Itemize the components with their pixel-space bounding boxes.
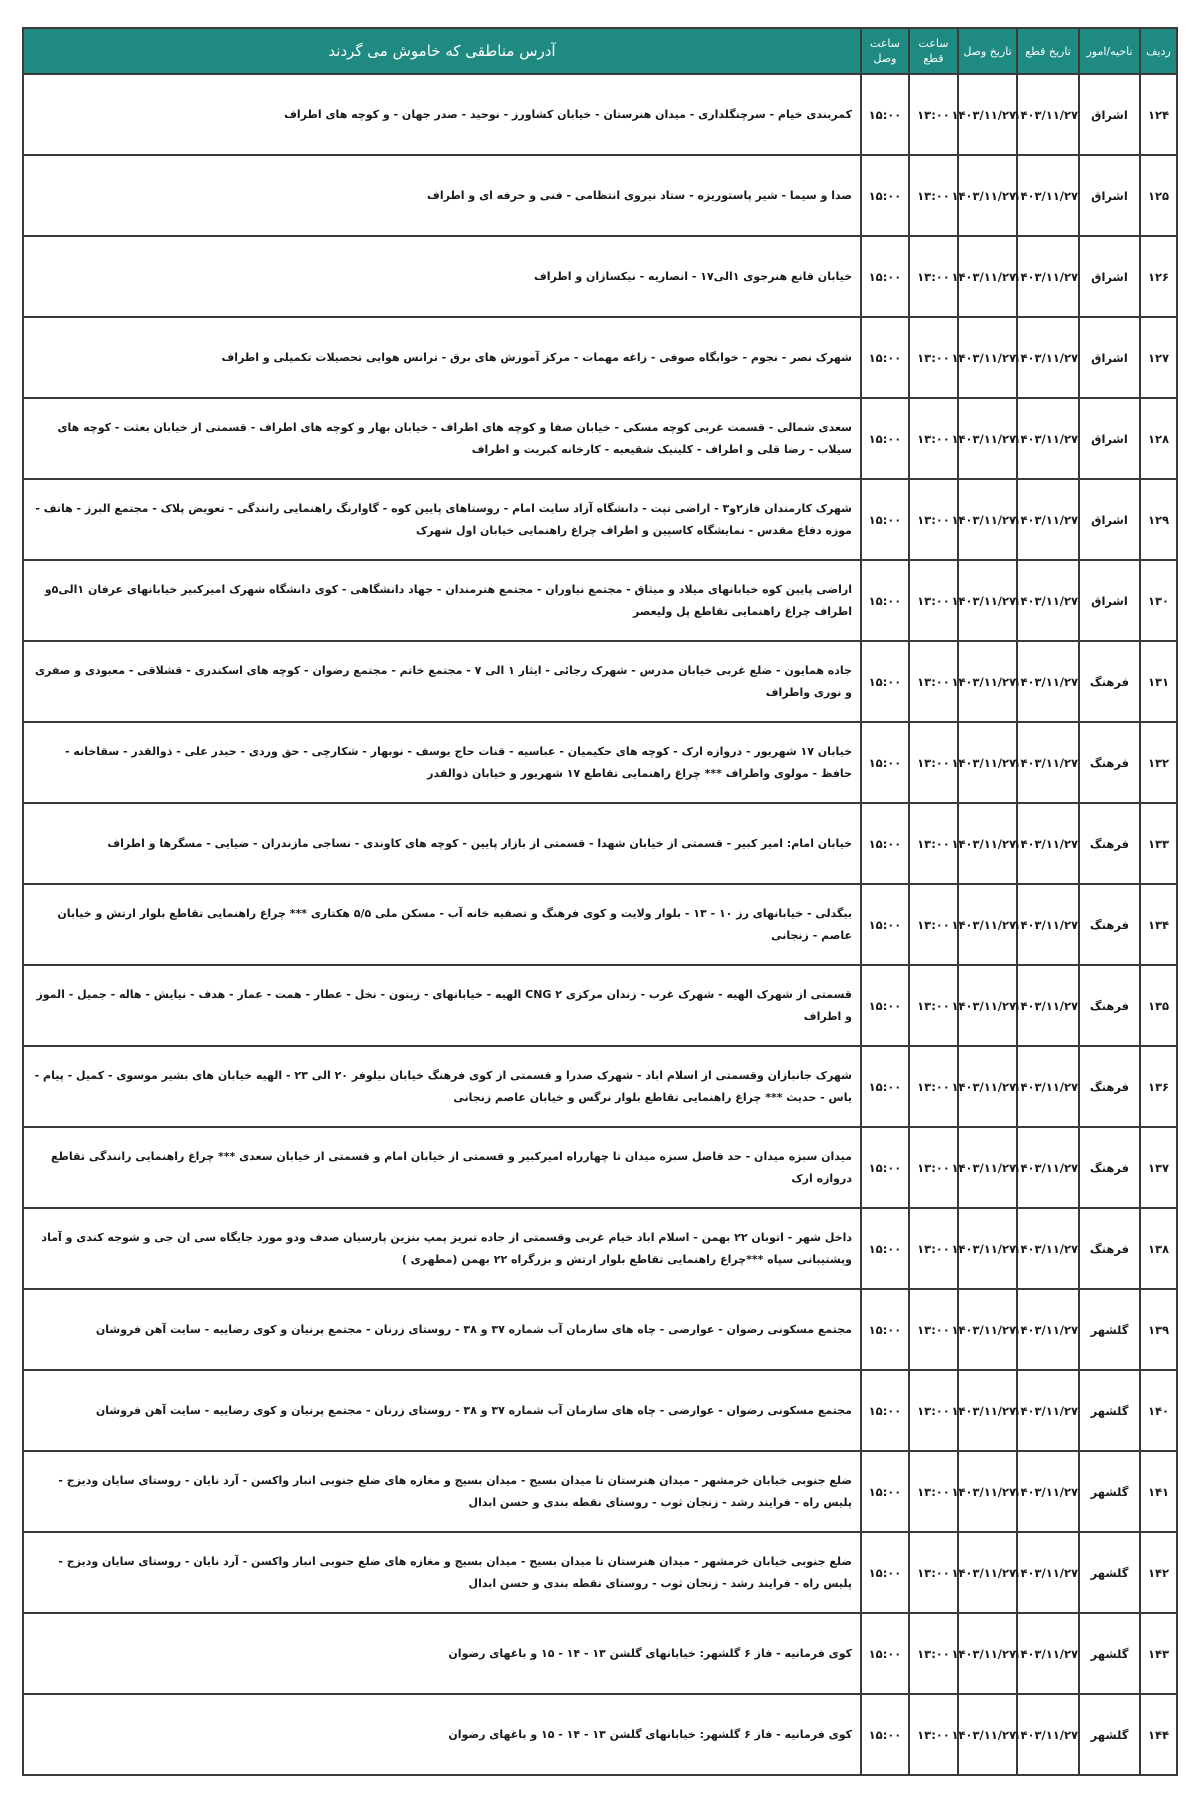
row-number-cell: ۱۲۴ [1140, 74, 1177, 155]
region-cell: فرهنگ [1079, 1046, 1140, 1127]
connect-date-cell: ۱۴۰۳/۱۱/۲۷ [958, 479, 1017, 560]
connect-time-cell: ۱۵:۰۰ [861, 1289, 909, 1370]
address-cell: داخل شهر - اتوبان ۲۲ بهمن - اسلام اباد خیام غربی وقسمتی از جاده تبریز پمپ بنزین پارسیان صدف ودو مورد جایگاه سی ان جی و شوجه کندی و آماد وپشتیبانی سپاه ***چراغ راهنمایی تقاطع بلوار ارتش و بزرگراه ۲۲ بهمن (مطهری ) [23, 1208, 861, 1289]
cut-time-cell: ۱۳:۰۰ [909, 1694, 958, 1775]
header-connect-date: تاریخ وصل [958, 28, 1017, 74]
row-number-cell: ۱۲۸ [1140, 398, 1177, 479]
row-number-cell: ۱۲۶ [1140, 236, 1177, 317]
cut-date-cell: ۱۴۰۳/۱۱/۲۷ [1017, 398, 1079, 479]
connect-date-cell: ۱۴۰۳/۱۱/۲۷ [958, 1451, 1017, 1532]
region-cell: گلشهر [1079, 1613, 1140, 1694]
connect-date-cell: ۱۴۰۳/۱۱/۲۷ [958, 1613, 1017, 1694]
connect-time-cell: ۱۵:۰۰ [861, 1451, 909, 1532]
region-cell: اشراق [1079, 398, 1140, 479]
region-cell: فرهنگ [1079, 1127, 1140, 1208]
cut-time-cell: ۱۳:۰۰ [909, 398, 958, 479]
connect-time-cell: ۱۵:۰۰ [861, 1532, 909, 1613]
cut-time-cell: ۱۳:۰۰ [909, 479, 958, 560]
cut-time-cell: ۱۳:۰۰ [909, 803, 958, 884]
cut-time-cell: ۱۳:۰۰ [909, 1451, 958, 1532]
connect-time-cell: ۱۵:۰۰ [861, 641, 909, 722]
connect-date-cell: ۱۴۰۳/۱۱/۲۷ [958, 884, 1017, 965]
region-cell: گلشهر [1079, 1451, 1140, 1532]
table-row [23, 398, 1177, 479]
region-cell: اشراق [1079, 317, 1140, 398]
cut-time-cell: ۱۳:۰۰ [909, 1370, 958, 1451]
row-number-cell: ۱۳۴ [1140, 884, 1177, 965]
address-cell: خیابان قانع هنرجوی ۱الی۱۷ - انصاریه - نیکسازان و اطراف [23, 236, 861, 317]
address-cell: اراضی پایین کوه خیابانهای میلاد و میثاق - مجتمع نیاوران - مجتمع هنرمندان - جهاد دانشگاهی - کوی دانشگاه شهرک امیرکبیر خیابانهای عرفان ۱الی۵و اطراف چراغ راهنمایی تقاطع پل ولیعصر [23, 560, 861, 641]
cut-date-cell: ۱۴۰۳/۱۱/۲۷ [1017, 1694, 1079, 1775]
connect-time-cell: ۱۵:۰۰ [861, 236, 909, 317]
cut-date-cell: ۱۴۰۳/۱۱/۲۷ [1017, 722, 1079, 803]
connect-date-cell: ۱۴۰۳/۱۱/۲۷ [958, 155, 1017, 236]
region-cell: فرهنگ [1079, 884, 1140, 965]
connect-time-cell: ۱۵:۰۰ [861, 1046, 909, 1127]
connect-date-cell: ۱۴۰۳/۱۱/۲۷ [958, 560, 1017, 641]
connect-time-cell: ۱۵:۰۰ [861, 398, 909, 479]
table-row [23, 1046, 1177, 1127]
table-row [23, 1289, 1177, 1370]
connect-time-cell: ۱۵:۰۰ [861, 1694, 909, 1775]
connect-time-cell: ۱۵:۰۰ [861, 560, 909, 641]
cut-date-cell: ۱۴۰۳/۱۱/۲۷ [1017, 1532, 1079, 1613]
connect-time-cell: ۱۵:۰۰ [861, 155, 909, 236]
address-cell: ضلع جنوبی خیابان خرمشهر - میدان هنرستان تا میدان بسیج - میدان بسیج و مغازه های ضلع جنوبی انبار واکسن - آرد نایان - روستای سایان ودیزج - پلیس راه - فرایند رشد - زنجان ثوب - روستای نقطه بندی و حسن ابدال [23, 1532, 861, 1613]
cut-date-cell: ۱۴۰۳/۱۱/۲۷ [1017, 965, 1079, 1046]
address-cell: شهرک نصر - نجوم - خوابگاه صوفی - زاغه مهمات - مرکز آموزش های برق - ترانس هوایی تحصیلات تکمیلی و اطراف [23, 317, 861, 398]
cut-time-cell: ۱۳:۰۰ [909, 1127, 958, 1208]
region-cell: اشراق [1079, 155, 1140, 236]
header-address [23, 28, 861, 74]
address-cell: خیابان امام: امیر کبیر - قسمتی از خیابان شهدا - قسمتی از بازار پایین - کوچه های کاوندی - نساجی مازندران - ضیایی - مسگرها و اطراف [23, 803, 861, 884]
cut-date-cell: ۱۴۰۳/۱۱/۲۷ [1017, 317, 1079, 398]
connect-date-cell: ۱۴۰۳/۱۱/۲۷ [958, 1127, 1017, 1208]
cut-time-cell: ۱۳:۰۰ [909, 1046, 958, 1127]
connect-time-cell: ۱۵:۰۰ [861, 1208, 909, 1289]
address-cell: کوی فرمانیه - فاز ۶ گلشهر: خیابانهای گلشن ۱۳ - ۱۴ - ۱۵ و باغهای رضوان [23, 1694, 861, 1775]
region-cell: فرهنگ [1079, 803, 1140, 884]
cut-date-cell: ۱۴۰۳/۱۱/۲۷ [1017, 1127, 1079, 1208]
table-row [23, 641, 1177, 722]
header-row-number: ردیف [1140, 28, 1177, 74]
cut-time-cell: ۱۳:۰۰ [909, 74, 958, 155]
connect-date-cell: ۱۴۰۳/۱۱/۲۷ [958, 722, 1017, 803]
cut-date-cell: ۱۴۰۳/۱۱/۲۷ [1017, 1208, 1079, 1289]
connect-date-cell: ۱۴۰۳/۱۱/۲۷ [958, 398, 1017, 479]
connect-date-cell: ۱۴۰۳/۱۱/۲۷ [958, 803, 1017, 884]
cut-date-cell: ۱۴۰۳/۱۱/۲۷ [1017, 74, 1079, 155]
region-cell: فرهنگ [1079, 641, 1140, 722]
connect-time-cell: ۱۵:۰۰ [861, 722, 909, 803]
address-cell: خیابان ۱۷ شهریور - دروازه ارک - کوچه های حکیمیان - عباسیه - قنات حاج یوسف - نوبهار - شکارچی - حق وردی - حیدر علی - ذوالقدر - سقاخانه - حافظ - مولوی واطراف *** چراغ راهنمایی تقاطع ۱۷ شهریور و خیابان ذوالقدر [23, 722, 861, 803]
cut-date-cell: ۱۴۰۳/۱۱/۲۷ [1017, 236, 1079, 317]
table-row [23, 1208, 1177, 1289]
cut-time-cell: ۱۳:۰۰ [909, 965, 958, 1046]
connect-time-cell: ۱۵:۰۰ [861, 965, 909, 1046]
row-number-cell: ۱۳۱ [1140, 641, 1177, 722]
header-cut-time: ساعت قطع [909, 28, 958, 74]
connect-date-cell: ۱۴۰۳/۱۱/۲۷ [958, 965, 1017, 1046]
region-cell: فرهنگ [1079, 965, 1140, 1046]
header-connect-time: ساعت وصل [861, 28, 909, 74]
region-cell: گلشهر [1079, 1694, 1140, 1775]
table-row [23, 1127, 1177, 1208]
row-number-cell: ۱۳۹ [1140, 1289, 1177, 1370]
table-row [23, 479, 1177, 560]
table-row [23, 560, 1177, 641]
cut-date-cell: ۱۴۰۳/۱۱/۲۷ [1017, 884, 1079, 965]
connect-date-cell: ۱۴۰۳/۱۱/۲۷ [958, 74, 1017, 155]
table-row [23, 1370, 1177, 1451]
region-cell: فرهنگ [1079, 722, 1140, 803]
address-cell: شهرک جانبازان وقسمتی از اسلام اباد - شهرک صدرا و قسمتی از کوی فرهنگ خیابان نیلوفر ۲۰ الی ۲۳ - الهیه خیابان های بشیر موسوی - کمیل - پیام - یاس - حدیث *** چراغ راهنمایی تقاطع بلوار نرگس و خیابان عاصم زنجانی [23, 1046, 861, 1127]
address-cell: مجتمع مسکونی رضوان - عوارضی - چاه های سازمان آب شماره ۳۷ و ۳۸ - روستای زرنان - مجتمع پرنیان و کوی رضاییه - سایت آهن فروشان [23, 1289, 861, 1370]
connect-time-cell: ۱۵:۰۰ [861, 479, 909, 560]
connect-date-cell: ۱۴۰۳/۱۱/۲۷ [958, 1370, 1017, 1451]
region-cell: گلشهر [1079, 1289, 1140, 1370]
cut-date-cell: ۱۴۰۳/۱۱/۲۷ [1017, 1370, 1079, 1451]
connect-date-cell: ۱۴۰۳/۱۱/۲۷ [958, 1694, 1017, 1775]
cut-time-cell: ۱۳:۰۰ [909, 1613, 958, 1694]
table-row [23, 722, 1177, 803]
row-number-cell: ۱۲۷ [1140, 317, 1177, 398]
row-number-cell: ۱۳۸ [1140, 1208, 1177, 1289]
header-row [23, 28, 1177, 74]
table-row [23, 236, 1177, 317]
cut-time-cell: ۱۳:۰۰ [909, 1532, 958, 1613]
cut-time-cell: ۱۳:۰۰ [909, 1289, 958, 1370]
cut-date-cell: ۱۴۰۳/۱۱/۲۷ [1017, 560, 1079, 641]
row-number-cell: ۱۲۹ [1140, 479, 1177, 560]
connect-time-cell: ۱۵:۰۰ [861, 1127, 909, 1208]
connect-time-cell: ۱۵:۰۰ [861, 884, 909, 965]
connect-time-cell: ۱۵:۰۰ [861, 317, 909, 398]
connect-date-cell: ۱۴۰۳/۱۱/۲۷ [958, 1208, 1017, 1289]
address-cell: بیگدلی - خیابانهای رز ۱۰ - ۱۳ - بلوار ولایت و کوی فرهنگ و تصفیه خانه آب - مسکن ملی ۵/۵ هکتاری *** چراغ راهنمایی تقاطع بلوار ارتش و خیابان عاصم - زنجانی [23, 884, 861, 965]
cut-date-cell: ۱۴۰۳/۱۱/۲۷ [1017, 1613, 1079, 1694]
row-number-cell: ۱۴۳ [1140, 1613, 1177, 1694]
table-row [23, 965, 1177, 1046]
row-number-cell: ۱۲۵ [1140, 155, 1177, 236]
cut-time-cell: ۱۳:۰۰ [909, 641, 958, 722]
address-cell: صدا و سیما - شیر پاستوریزه - ستاد نیروی انتظامی - فنی و حرفه ای و اطراف [23, 155, 861, 236]
cut-time-cell: ۱۳:۰۰ [909, 155, 958, 236]
cut-date-cell: ۱۴۰۳/۱۱/۲۷ [1017, 641, 1079, 722]
row-number-cell: ۱۴۲ [1140, 1532, 1177, 1613]
connect-time-cell: ۱۵:۰۰ [861, 803, 909, 884]
header-region: ناحیه/امور [1079, 28, 1140, 74]
row-number-cell: ۱۴۴ [1140, 1694, 1177, 1775]
address-cell: قسمتی از شهرک الهیه - شهرک غرب - زندان مرکزی CNG ۲ الهیه - خیابانهای - زیتون - نخل - عطار - همت - عمار - هدف - نیایش - هاله - جمیل - الموز و اطراف [23, 965, 861, 1046]
outage-table [22, 27, 1178, 1776]
row-number-cell: ۱۳۰ [1140, 560, 1177, 641]
cut-date-cell: ۱۴۰۳/۱۱/۲۷ [1017, 1289, 1079, 1370]
row-number-cell: ۱۳۲ [1140, 722, 1177, 803]
table-body [23, 74, 1177, 1775]
table-row [23, 1532, 1177, 1613]
cut-time-cell: ۱۳:۰۰ [909, 560, 958, 641]
table-row [23, 1613, 1177, 1694]
address-cell: جاده همایون - ضلع غربی خیابان مدرس - شهرک رجائی - ایثار ۱ الی ۷ - مجتمع خاتم - مجتمع رضوان - کوچه های اسکندری - قشلاقی - معبودی و صفری و نوری واطراف [23, 641, 861, 722]
table-row [23, 317, 1177, 398]
address-cell: شهرک کارمندان فاز۲و۳ - اراضی تپت - دانشگاه آزاد سایت امام - روستاهای پایین کوه - گاوارنگ راهنمایی رانندگی - تعویض پلاک - مجتمع البرز - هاتف - موزه دفاع مقدس - نمایشگاه کاسپین و اطراف چراغ راهنمایی خیابان اول شهرک [23, 479, 861, 560]
region-cell: گلشهر [1079, 1370, 1140, 1451]
cut-date-cell: ۱۴۰۳/۱۱/۲۷ [1017, 1451, 1079, 1532]
row-number-cell: ۱۴۱ [1140, 1451, 1177, 1532]
connect-date-cell: ۱۴۰۳/۱۱/۲۷ [958, 1046, 1017, 1127]
region-cell: اشراق [1079, 479, 1140, 560]
cut-date-cell: ۱۴۰۳/۱۱/۲۷ [1017, 1046, 1079, 1127]
address-cell: کمربندی خیام - سرچنگلداری - میدان هنرستان - خیابان کشاورز - نوحید - صدر جهان - و کوچه های اطراف [23, 74, 861, 155]
cut-time-cell: ۱۳:۰۰ [909, 884, 958, 965]
address-cell: ضلع جنوبی خیابان خرمشهر - میدان هنرستان تا میدان بسیج - میدان بسیج و مغازه های ضلع جنوبی انبار واکسن - آرد نایان - روستای سایان ودیزج - پلیس راه - فرایند رشد - زنجان ثوب - روستای نقطه بندی و حسن ابدال [23, 1451, 861, 1532]
region-cell: اشراق [1079, 74, 1140, 155]
connect-date-cell: ۱۴۰۳/۱۱/۲۷ [958, 1532, 1017, 1613]
table-row [23, 1451, 1177, 1532]
cut-date-cell: ۱۴۰۳/۱۱/۲۷ [1017, 803, 1079, 884]
cut-time-cell: ۱۳:۰۰ [909, 317, 958, 398]
table-row [23, 803, 1177, 884]
row-number-cell: ۱۳۳ [1140, 803, 1177, 884]
connect-time-cell: ۱۵:۰۰ [861, 1370, 909, 1451]
connect-date-cell: ۱۴۰۳/۱۱/۲۷ [958, 317, 1017, 398]
connect-date-cell: ۱۴۰۳/۱۱/۲۷ [958, 1289, 1017, 1370]
cut-time-cell: ۱۳:۰۰ [909, 1208, 958, 1289]
row-number-cell: ۱۳۵ [1140, 965, 1177, 1046]
row-number-cell: ۱۳۶ [1140, 1046, 1177, 1127]
address-cell: مجتمع مسکونی رضوان - عوارضی - چاه های سازمان آب شماره ۳۷ و ۳۸ - روستای زرنان - مجتمع پرنیان و کوی رضاییه - سایت آهن فروشان [23, 1370, 861, 1451]
address-cell: کوی فرمانیه - فاز ۶ گلشهر: خیابانهای گلشن ۱۳ - ۱۴ - ۱۵ و باغهای رضوان [23, 1613, 861, 1694]
cut-date-cell: ۱۴۰۳/۱۱/۲۷ [1017, 479, 1079, 560]
cut-time-cell: ۱۳:۰۰ [909, 722, 958, 803]
connect-time-cell: ۱۵:۰۰ [861, 74, 909, 155]
table-row [23, 155, 1177, 236]
region-cell: اشراق [1079, 560, 1140, 641]
header-cut-date: تاریخ قطع [1017, 28, 1079, 74]
table-row [23, 74, 1177, 155]
address-cell: سعدی شمالی - قسمت غربی کوچه مسکی - خیابان صفا و کوچه های اطراف - خیابان بهار و کوچه های اطراف - قسمتی از خیابان بعثت - کوچه های سیلاب - رضا قلی و اطراف - کلینیک شقیعیه - کارخانه کبریت و اطراف [23, 398, 861, 479]
table-row [23, 1694, 1177, 1775]
header-address-label: آدرس مناطقی که خاموش می گردند [328, 42, 556, 60]
cut-date-cell: ۱۴۰۳/۱۱/۲۷ [1017, 155, 1079, 236]
table-row [23, 884, 1177, 965]
row-number-cell: ۱۴۰ [1140, 1370, 1177, 1451]
region-cell: گلشهر [1079, 1532, 1140, 1613]
region-cell: فرهنگ [1079, 1208, 1140, 1289]
cut-time-cell: ۱۳:۰۰ [909, 236, 958, 317]
connect-time-cell: ۱۵:۰۰ [861, 1613, 909, 1694]
connect-date-cell: ۱۴۰۳/۱۱/۲۷ [958, 641, 1017, 722]
region-cell: اشراق [1079, 236, 1140, 317]
address-cell: میدان سبزه میدان - حد فاصل سبزه میدان تا چهارراه امیرکبیر و قسمتی از خیابان امام و قسمتی از خیابان سعدی *** چراغ راهنمایی رانندگی تقاطع دروازه ارک [23, 1127, 861, 1208]
connect-date-cell: ۱۴۰۳/۱۱/۲۷ [958, 236, 1017, 317]
row-number-cell: ۱۳۷ [1140, 1127, 1177, 1208]
outage-schedule [22, 27, 1176, 1776]
